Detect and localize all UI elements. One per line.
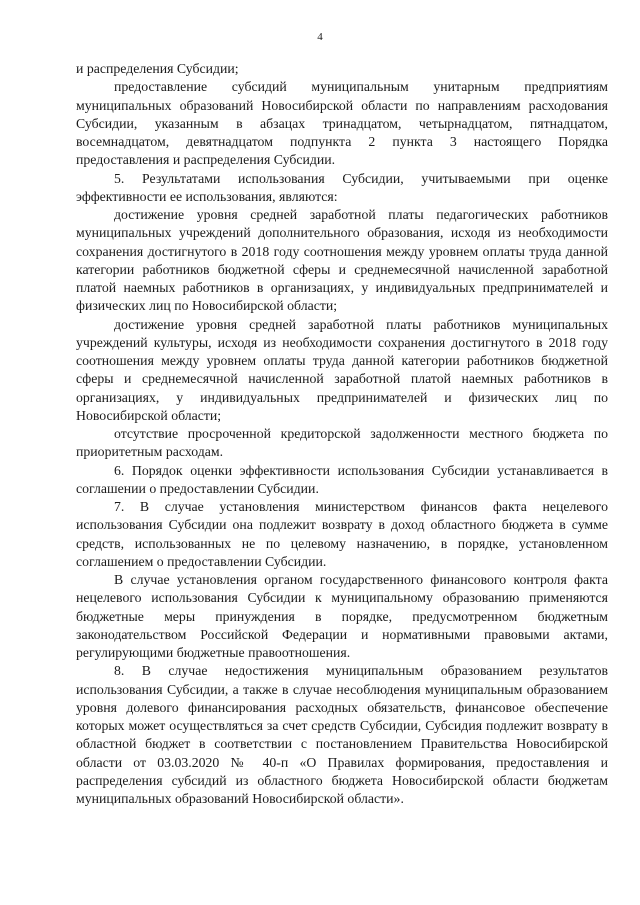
page-number: 4 bbox=[317, 31, 323, 43]
paragraph-item-7-misuse-return: 7. В случае установления министерством финансов факта нецелевого использования Субсидии она подлежит возврату в доход областного бюджета в сумме средств, использованных не по целевому назначению, в порядке, установленном соглашением о предоставлении Субсидии. bbox=[76, 499, 608, 569]
paragraph-culture-salary-target: достижение уровня средней заработной платы работников муниципальных учреждений культуры, исходя из необходимости сохранения достигнутого в 2018 году соотношения между уровнем оплаты труда данной категории работников бюджетной сферы и среднемесячной начисленной заработной платой наемных работников в организациях, у индивидуальных предпринимателей и физических лиц по Новосибирской области; bbox=[76, 316, 608, 423]
paragraph-financial-control-measures: В случае установления органом государственного финансового контроля факта нецелевого использования Субсидии к муниципальному образованию применяются бюджетные меры принуждения в порядке, предусмотренном бюджетным законодательством Российской Федерации и нормативными правовыми актами, регулирующими бюджетные правоотношения. bbox=[76, 572, 608, 660]
paragraph-no-overdue-debt: отсутствие просроченной кредиторской задолженности местного бюджета по приоритетным расходам. bbox=[76, 426, 608, 460]
paragraph-continuation: и распределения Субсидии; bbox=[76, 61, 239, 76]
paragraph-item-8-non-achievement: 8. В случае недостижения муниципальным образованием результатов использования Субсидии, а также в случае несоблюдения муниципальным образованием уровня долевого финансирования расходных обязательств, финансовое обеспечение которых может осуществляться за счет средств Субсидии, Субсидия подлежит возврату в областной бюджет в соответствии с постановлением Правительства Новосибирской области от 03.03.2020 № 40-п «О Правилах формирования, предоставления и распределения субсидий из областного бюджета Новосибирской области бюджетам муниципальных образований Новосибирской области». bbox=[76, 663, 608, 806]
paragraph-item-5-results: 5. Результатами использования Субсидии, учитываемыми при оценке эффективности ее использования, являются: bbox=[76, 170, 608, 204]
paragraph-item-6-evaluation: 6. Порядок оценки эффективности использования Субсидии устанавливается в соглашении о предоставлении Субсидии. bbox=[76, 462, 608, 496]
paragraph-unitary-enterprises-subsidies: предоставление субсидий муниципальным унитарным предприятиям муниципальных образований Новосибирской области по направлениям расходования Субсидии, указанным в абзацах тринадцатом, четырнадцатом, пятнадцатом, восемнадцатом, девятнадцатом подпункта 2 пункта 3 настоящего Порядка предоставления и распределения Субсидии. bbox=[76, 79, 608, 168]
document-body bbox=[76, 60, 608, 808]
paragraph-teacher-salary-target: достижение уровня средней заработной платы педагогических работников муниципальных учреждений дополнительного образования, исходя из необходимости сохранения достигнутого в 2018 году соотношения между уровнем оплаты труда данной категории работников бюджетной сферы и среднемесячной начисленной заработной платой наемных работников в организациях, у индивидуальных предпринимателей и физических лиц по Новосибирской области; bbox=[76, 207, 608, 314]
